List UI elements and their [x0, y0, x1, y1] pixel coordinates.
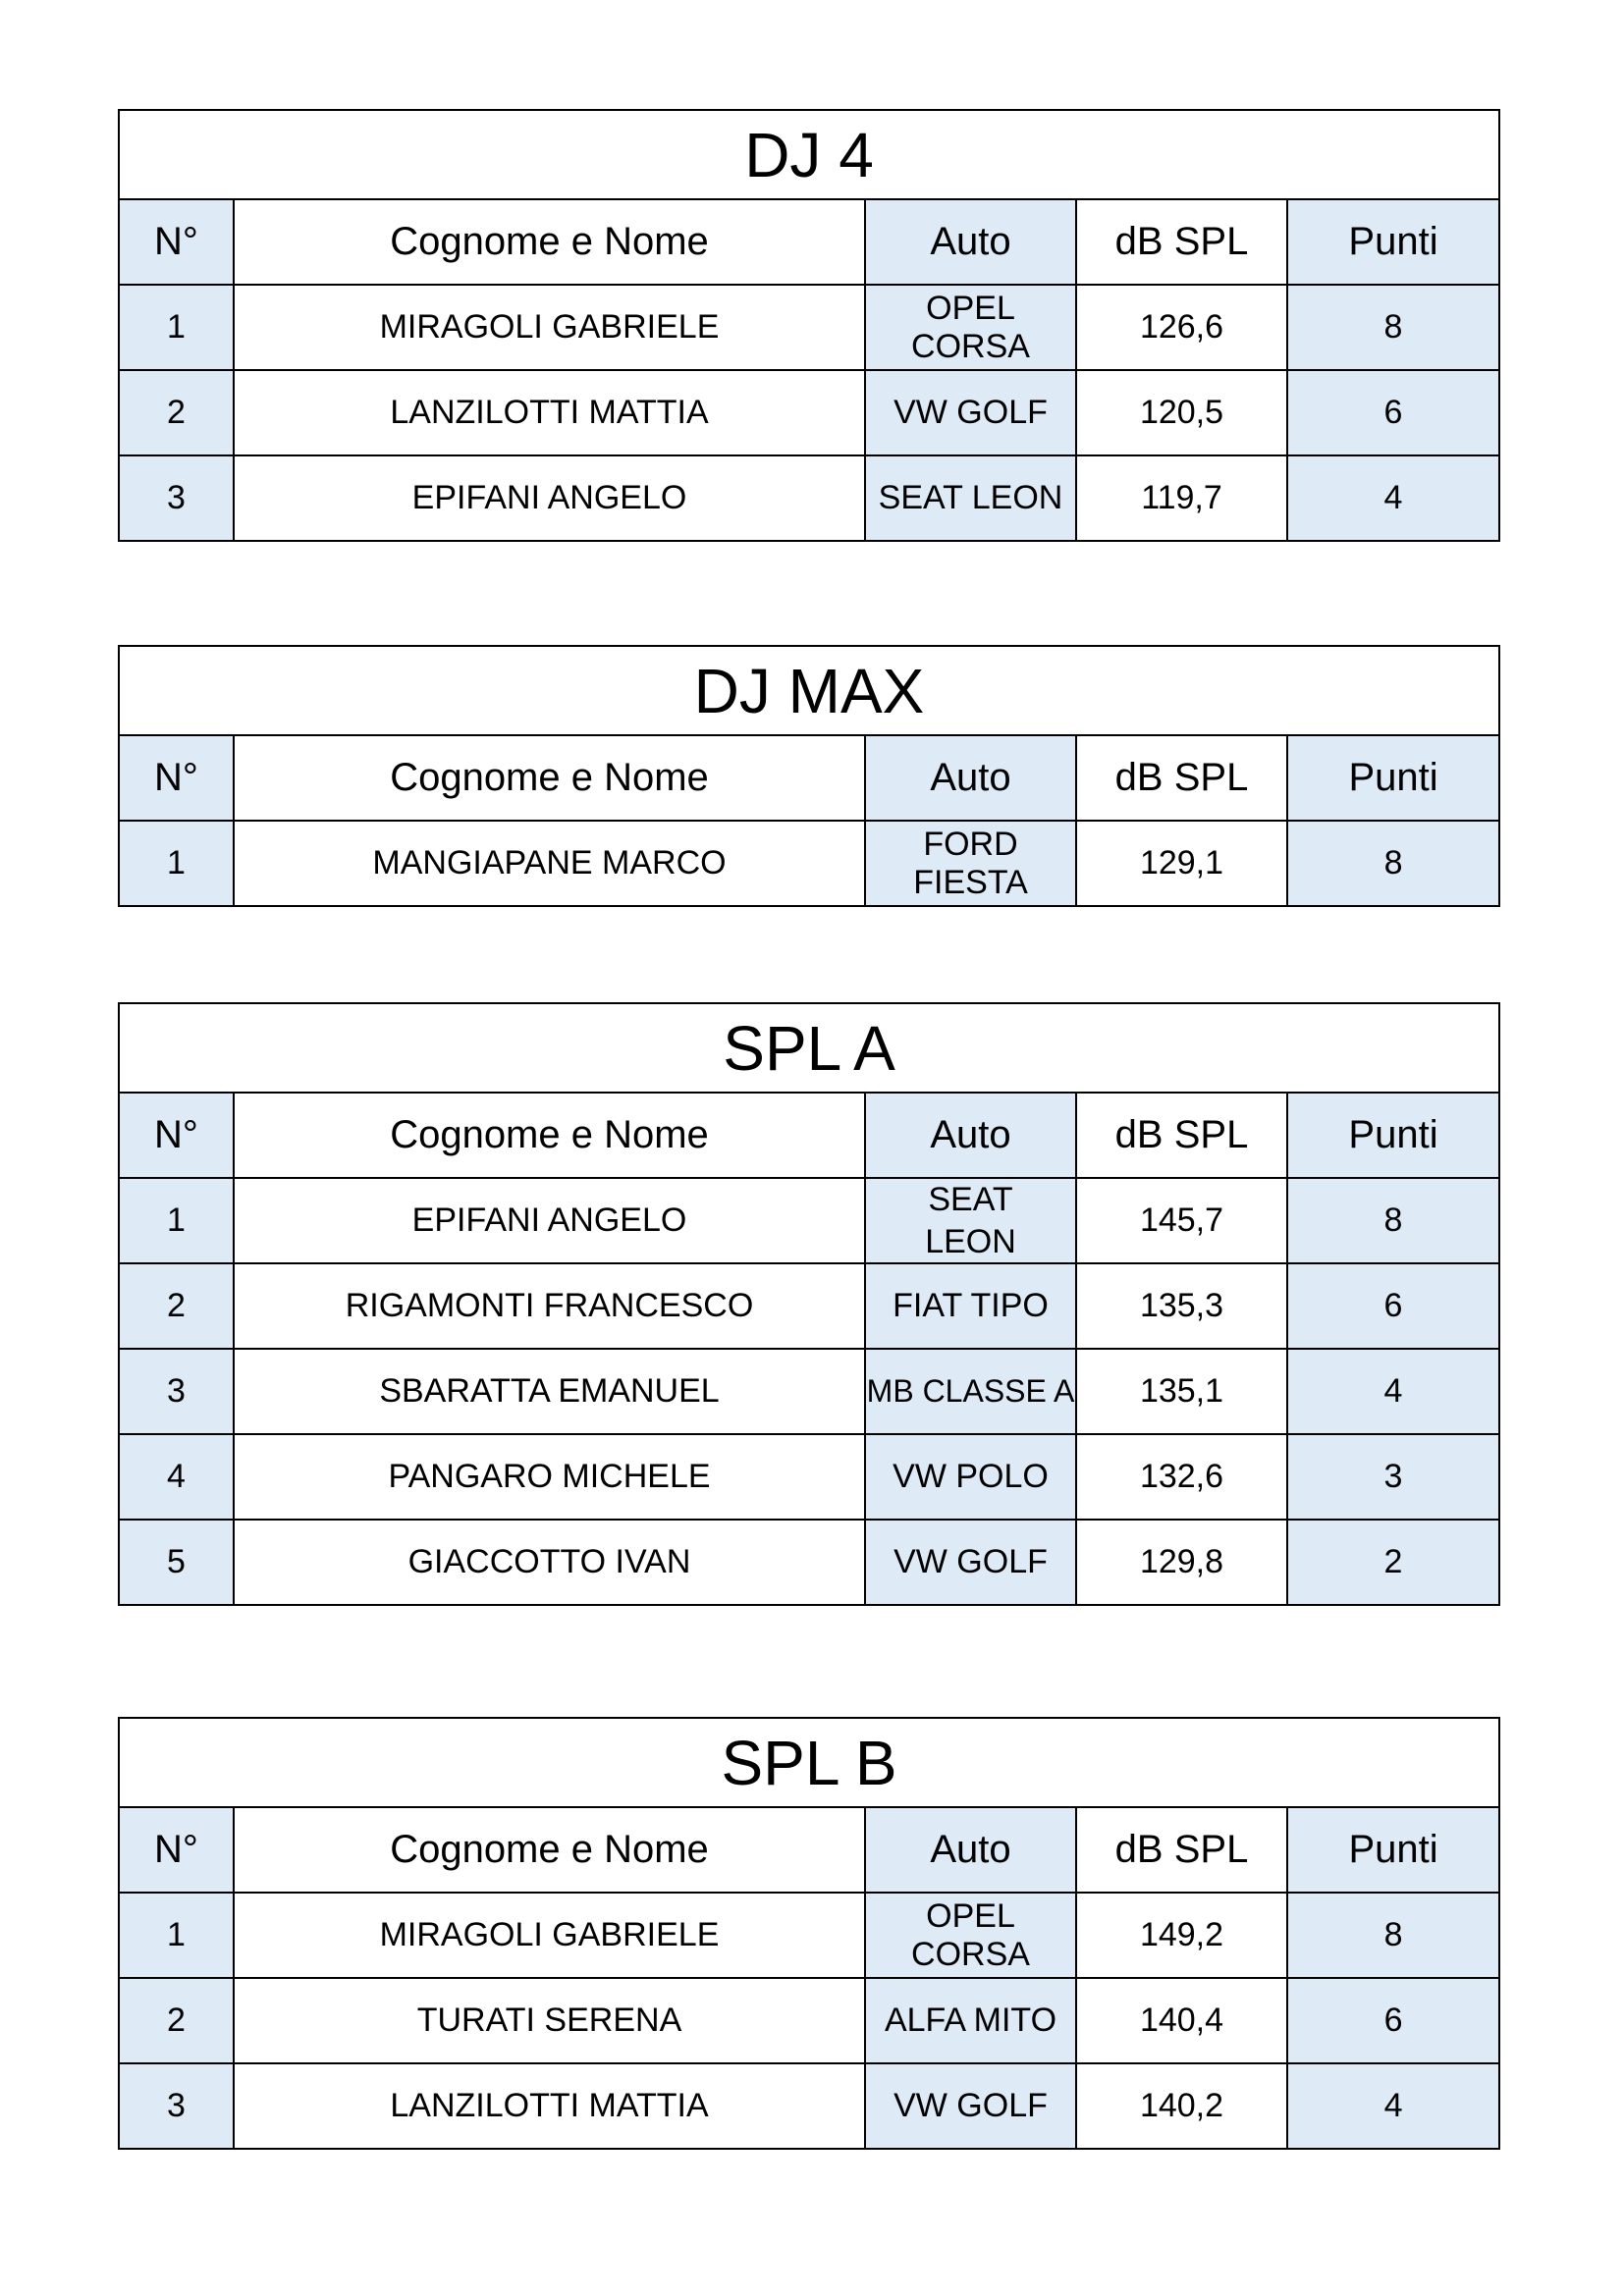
cell-db: 129,8: [1076, 1520, 1287, 1605]
cell-db: 135,1: [1076, 1349, 1287, 1434]
table-row: [119, 1893, 1499, 1978]
cell-points: 2: [1287, 1520, 1499, 1605]
header-auto: Auto: [865, 1093, 1076, 1178]
cell-db: 126,6: [1076, 285, 1287, 370]
cell-auto: MB CLASSE A: [865, 1349, 1076, 1434]
header-points: Punti: [1287, 199, 1499, 285]
table-title: DJ MAX: [119, 646, 1499, 735]
cell-db: 140,4: [1076, 1978, 1287, 2063]
header-points: Punti: [1287, 735, 1499, 821]
table-row: [119, 285, 1499, 370]
cell-auto: FIAT TIPO: [865, 1263, 1076, 1349]
header-db: dB SPL: [1076, 1093, 1287, 1178]
cell-points: 6: [1287, 370, 1499, 455]
cell-num: 1: [119, 1178, 234, 1263]
cell-name: LANZILOTTI MATTIA: [234, 2063, 865, 2149]
cell-num: 1: [119, 1893, 234, 1978]
table-header-row: [119, 1807, 1499, 1893]
cell-auto: OPEL CORSA: [865, 1893, 1076, 1978]
table-row: [119, 1178, 1499, 1263]
header-auto: Auto: [865, 1807, 1076, 1893]
cell-db: 135,3: [1076, 1263, 1287, 1349]
table-title-row: [119, 646, 1499, 735]
header-db: dB SPL: [1076, 199, 1287, 285]
header-name: Cognome e Nome: [234, 1807, 865, 1893]
cell-db: 132,6: [1076, 1434, 1287, 1520]
header-auto: Auto: [865, 735, 1076, 821]
cell-num: 2: [119, 370, 234, 455]
cell-points: 8: [1287, 1178, 1499, 1263]
cell-name: RIGAMONTI FRANCESCO: [234, 1263, 865, 1349]
cell-db: 149,2: [1076, 1893, 1287, 1978]
header-num: N°: [119, 1093, 234, 1178]
cell-name: GIACCOTTO IVAN: [234, 1520, 865, 1605]
cell-name: SBARATTA EMANUEL: [234, 1349, 865, 1434]
cell-num: 3: [119, 2063, 234, 2149]
cell-auto: OPEL CORSA: [865, 285, 1076, 370]
cell-name: MIRAGOLI GABRIELE: [234, 285, 865, 370]
cell-name: EPIFANI ANGELO: [234, 455, 865, 541]
header-num: N°: [119, 199, 234, 285]
cell-num: 4: [119, 1434, 234, 1520]
cell-name: MANGIAPANE MARCO: [234, 821, 865, 906]
cell-points: 4: [1287, 2063, 1499, 2149]
table-header-row: [119, 1093, 1499, 1178]
table-row: [119, 455, 1499, 541]
cell-points: 3: [1287, 1434, 1499, 1520]
cell-name: MIRAGOLI GABRIELE: [234, 1893, 865, 1978]
cell-points: 8: [1287, 1893, 1499, 1978]
header-num: N°: [119, 735, 234, 821]
table-row: [119, 1978, 1499, 2063]
cell-points: 6: [1287, 1263, 1499, 1349]
table-title-row: [119, 110, 1499, 199]
table-row: [119, 1263, 1499, 1349]
cell-num: 2: [119, 1263, 234, 1349]
table-title: SPL B: [119, 1718, 1499, 1807]
cell-name: EPIFANI ANGELO: [234, 1178, 865, 1263]
table-header-row: [119, 735, 1499, 821]
cell-auto: VW GOLF: [865, 1520, 1076, 1605]
cell-points: 4: [1287, 455, 1499, 541]
table-title: DJ 4: [119, 110, 1499, 199]
header-points: Punti: [1287, 1807, 1499, 1893]
header-db: dB SPL: [1076, 1807, 1287, 1893]
header-points: Punti: [1287, 1093, 1499, 1178]
table-title-row: [119, 1003, 1499, 1093]
cell-auto: [865, 1178, 1076, 1263]
cell-auto: VW POLO: [865, 1434, 1076, 1520]
results-table-djmax: [118, 645, 1500, 907]
table-row: [119, 1349, 1499, 1434]
cell-points: 4: [1287, 1349, 1499, 1434]
cell-auto: ALFA MITO: [865, 1978, 1076, 2063]
cell-auto: VW GOLF: [865, 370, 1076, 455]
cell-num: 1: [119, 285, 234, 370]
results-table-dj4: [118, 109, 1500, 542]
results-table-spla: [118, 1002, 1500, 1606]
cell-num: 3: [119, 1349, 234, 1434]
cell-auto: VW GOLF: [865, 2063, 1076, 2149]
table-row: [119, 1434, 1499, 1520]
table-row: [119, 1520, 1499, 1605]
cell-auto-text: SEAT LEON: [925, 1181, 1016, 1260]
table-row: [119, 821, 1499, 906]
cell-db: 119,7: [1076, 455, 1287, 541]
cell-num: 2: [119, 1978, 234, 2063]
cell-num: 5: [119, 1520, 234, 1605]
cell-points: 8: [1287, 821, 1499, 906]
cell-name: TURATI SERENA: [234, 1978, 865, 2063]
header-name: Cognome e Nome: [234, 1093, 865, 1178]
cell-num: 1: [119, 821, 234, 906]
cell-points: 6: [1287, 1978, 1499, 2063]
cell-name: LANZILOTTI MATTIA: [234, 370, 865, 455]
cell-db: 140,2: [1076, 2063, 1287, 2149]
header-name: Cognome e Nome: [234, 735, 865, 821]
cell-db: 129,1: [1076, 821, 1287, 906]
cell-auto: FORD FIESTA: [865, 821, 1076, 906]
table-title-row: [119, 1718, 1499, 1807]
header-auto: Auto: [865, 199, 1076, 285]
header-db: dB SPL: [1076, 735, 1287, 821]
header-num: N°: [119, 1807, 234, 1893]
table-title: SPL A: [119, 1003, 1499, 1093]
cell-auto: SEAT LEON: [865, 455, 1076, 541]
header-name: Cognome e Nome: [234, 199, 865, 285]
cell-num: 3: [119, 455, 234, 541]
cell-db: 145,7: [1076, 1178, 1287, 1263]
cell-points: 8: [1287, 285, 1499, 370]
cell-db: 120,5: [1076, 370, 1287, 455]
table-row: [119, 370, 1499, 455]
table-header-row: [119, 199, 1499, 285]
cell-name: PANGARO MICHELE: [234, 1434, 865, 1520]
results-table-splb: [118, 1717, 1500, 2150]
table-row: [119, 2063, 1499, 2149]
